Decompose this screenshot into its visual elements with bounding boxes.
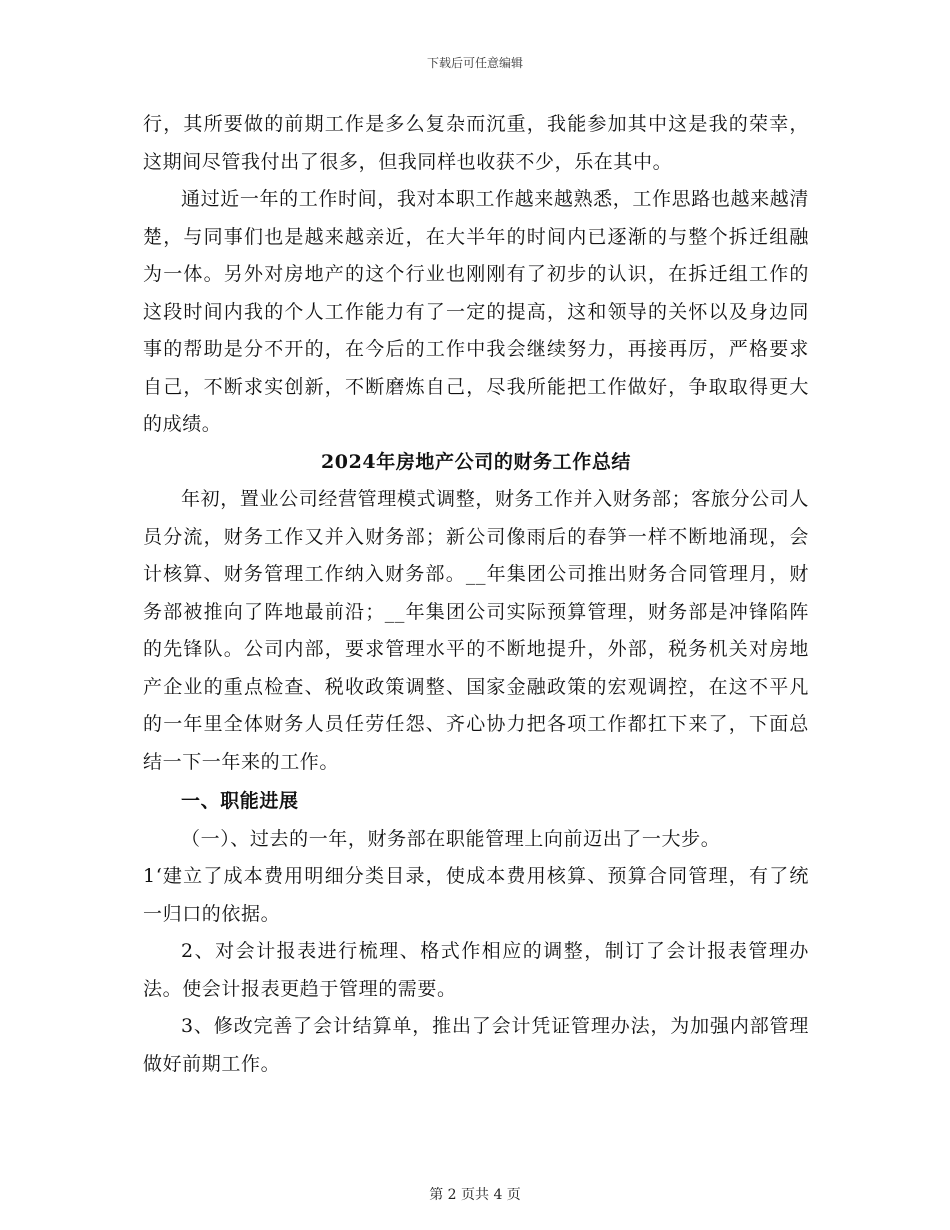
document-body [143, 106, 809, 1083]
subheading-item-1: （一）、过去的一年，财务部在职能管理上向前迈出了一大步。 [181, 827, 721, 850]
section-title: 2024年房地产公司的财务工作总结 [320, 450, 632, 473]
heading-function-progress: 一、职能进展 [181, 790, 299, 812]
list-item-3: 3、修改完善了会计结算单，推出了会计凭证管理办法，为加强内部管理做好前期工作。 [143, 1015, 809, 1075]
paragraph-continuation: 行，其所要做的前期工作是多么复杂而沉重，我能参加其中这是我的荣幸，这期间尽管我付出了很多，但我同样也收获不少，乐在其中。 [143, 113, 809, 173]
list-item-2: 2、对会计报表进行梳理、格式作相应的调整，制订了会计报表管理办法。使会计报表更趋于管理的需要。 [143, 940, 809, 1000]
page-footer: 第 2 页共 4 页 [429, 1187, 521, 1203]
paragraph-work-summary: 通过近一年的工作时间，我对本职工作越来越熟悉，工作思路也越来越清楚，与同事们也是越来越亲近，在大半年的时间内已逐渐的与整个拆迁组融为一体。另外对房地产的这个行业也刚刚有了初步的认识，在拆迁组工作的这段时间内我的个人工作能力有了一定的提高，这和领导的关怀以及身边同事的帮助是分不开的，在今后的工作中我会继续努力，再接再厉，严格要求自己，不断求实创新，不断磨炼自己，尽我所能把工作做好，争取取得更大的成绩。 [143, 188, 809, 435]
paragraph-intro: 年初，置业公司经营管理模式调整，财务工作并入财务部；客旅分公司人员分流，财务工作又并入财务部；新公司像雨后的春笋一样不断地涌现，会计核算、财务管理工作纳入财务部。__年集团公司推出财务合同管理月，财务部被推向了阵地最前沿；__年集团公司实际预算管理，财务部是冲锋陷阵的先锋队。公司内部，要求管理水平的不断地提升，外部，税务机关对房地产企业的重点检查、税收政策调整、国家金融政策的宏观调控，在这不平凡的一年里全体财务人员任劳任怨、齐心协力把各项工作都扛下来了，下面总结一下一年来的工作。 [143, 488, 809, 773]
list-item-1: 1‘建立了成本费用明细分类目录，使成本费用核算、预算合同管理，有了统一归口的依据。 [143, 865, 809, 925]
page-header: 下载后可任意编辑 [426, 56, 523, 70]
